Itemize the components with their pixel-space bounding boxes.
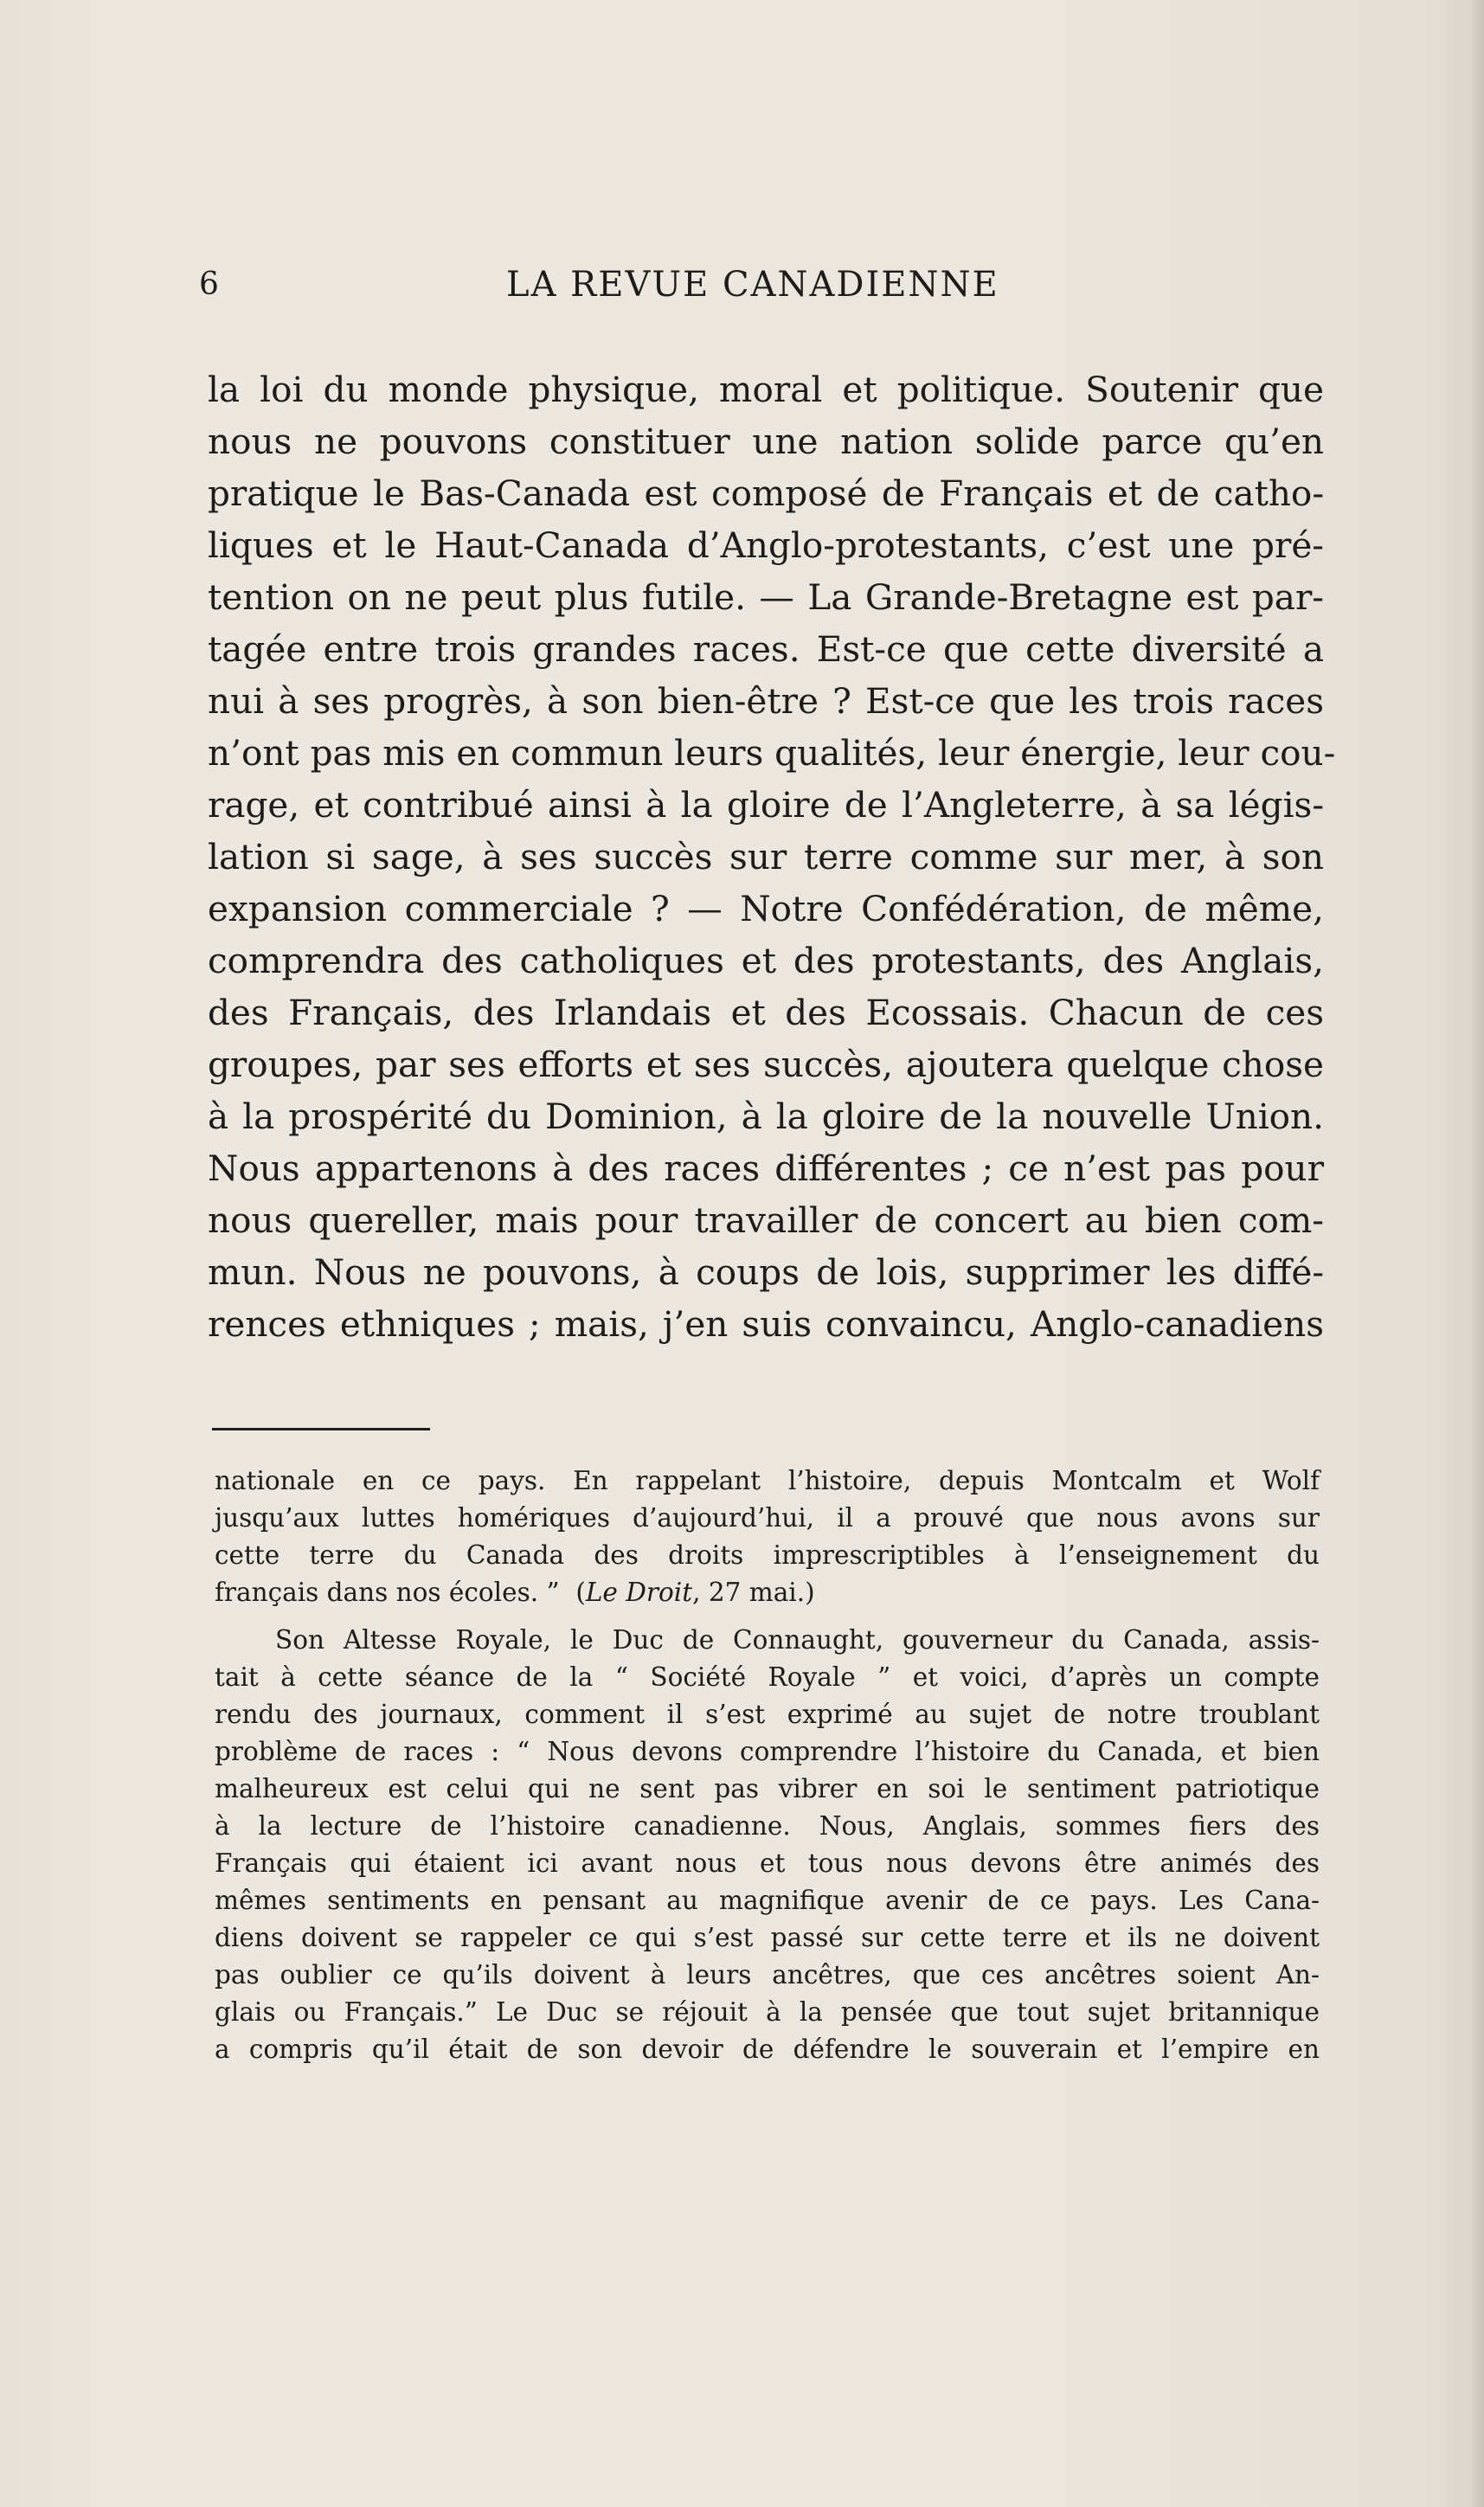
footnote-line: glais ou Français.” Le Duc se réjouit à la pensée que tout sujet britannique bbox=[215, 1997, 1320, 2027]
footnote-source-date: , 27 mai.) bbox=[692, 1578, 815, 1607]
text-line: mun. Nous ne pouvons, à coups de lois, supprimer les diffé- bbox=[208, 1251, 1324, 1293]
footnote-line: a compris qu’il était de son devoir de défendre le souverain et l’empire en bbox=[215, 2035, 1320, 2064]
footnote-line: Son Altesse Royale, le Duc de Connaught, gouverneur du Canada, assis- bbox=[275, 1625, 1320, 1655]
footnote-line: pas oublier ce qu’ils doivent à leurs ancêtres, que ces ancêtres soient An- bbox=[215, 1960, 1320, 1990]
text-line: n’ont pas mis en commun leurs qualités, leur énergie, leur cou- bbox=[208, 732, 1336, 774]
footnote-line: malheureux est celui qui ne sent pas vibrer en soi le sentiment patriotique bbox=[215, 1774, 1320, 1803]
text-line: nous quereller, mais pour travailler de concert au bien com- bbox=[208, 1199, 1324, 1241]
text-line: lation si sage, à ses succès sur terre comme sur mer, à son bbox=[208, 836, 1324, 877]
footnote-line: problème de races : “ Nous devons comprendre l’histoire du Canada, et bien bbox=[215, 1737, 1320, 1766]
text-line: groupes, par ses efforts et ses succès, ajoutera quelque chose bbox=[208, 1044, 1324, 1085]
footnote-line: tait à cette séance de la “ Société Royale ” et voici, d’après un compte bbox=[215, 1662, 1320, 1692]
running-title: LA REVUE CANADIENNE bbox=[506, 265, 999, 305]
text-line: expansion commerciale ? — Notre Confédération, de même, bbox=[208, 888, 1324, 929]
footnote-separator-rule bbox=[212, 1428, 430, 1430]
text-line: la loi du monde physique, moral et politique. Soutenir que bbox=[208, 369, 1324, 410]
footnote-line: rendu des journaux, comment il s’est exprimé au sujet de notre troublant bbox=[215, 1700, 1320, 1729]
footnote-line-text: français dans nos écoles. ” bbox=[215, 1578, 560, 1607]
text-line: tagée entre trois grandes races. Est-ce que cette diversité a bbox=[208, 628, 1324, 670]
text-line: pratique le Bas-Canada est composé de Français et de catho- bbox=[208, 472, 1324, 514]
footnote-line: mêmes sentiments en pensant au magnifique avenir de ce pays. Les Cana- bbox=[215, 1886, 1320, 1915]
text-line: rage, et contribué ainsi à la gloire de l’Angleterre, à sa légis- bbox=[208, 784, 1324, 826]
footnote-line: diens doivent se rappeler ce qui s’est passé sur cette terre et ils ne doivent bbox=[215, 1923, 1320, 1952]
page-number: 6 bbox=[199, 267, 219, 302]
main-text-block bbox=[208, 363, 1336, 1350]
footnote-source-title: Le Droit bbox=[585, 1578, 693, 1607]
text-line: des Français, des Irlandais et des Ecossais. Chacun de ces bbox=[208, 992, 1324, 1033]
footnote-line: Français qui étaient ici avant nous et tous nous devons être animés des bbox=[215, 1848, 1320, 1878]
footnote-line bbox=[215, 1574, 1320, 1611]
text-line: comprendra des catholiques et des protestants, des Anglais, bbox=[208, 940, 1324, 981]
text-line: liques et le Haut-Canada d’Anglo-protestants, c’est une pré- bbox=[208, 524, 1324, 566]
footnote-line: à la lecture de l’histoire canadienne. Nous, Anglais, sommes fiers des bbox=[215, 1811, 1320, 1841]
text-line: nui à ses progrès, à son bien-être ? Est-ce que les trois races bbox=[208, 680, 1324, 722]
footnote-line: cette terre du Canada des droits imprescriptibles à l’enseignement du bbox=[215, 1540, 1320, 1570]
text-line: nous ne pouvons constituer une nation solide parce qu’en bbox=[208, 421, 1324, 462]
footnote-continuation bbox=[215, 1462, 1320, 1611]
text-line: Nous appartenons à des races différentes ; ce n’est pas pour bbox=[208, 1147, 1324, 1189]
text-line: rences ethniques ; mais, j’en suis convaincu, Anglo-canadiens bbox=[208, 1303, 1324, 1345]
footnote-line: nationale en ce pays. En rappelant l’histoire, depuis Montcalm et Wolf bbox=[215, 1466, 1320, 1495]
footnote-line: jusqu’aux luttes homériques d’aujourd’hui, il a prouvé que nous avons sur bbox=[215, 1503, 1320, 1533]
text-line: tention on ne peut plus futile. — La Grande-Bretagne est par- bbox=[208, 576, 1324, 618]
footnotes-block bbox=[215, 1462, 1320, 2068]
footnote-gap bbox=[215, 1611, 1320, 1622]
footnote-paragraph bbox=[215, 1622, 1320, 2068]
page-header bbox=[199, 260, 1004, 312]
page-edge-shadow bbox=[1472, 0, 1484, 2507]
text-line: à la prospérité du Dominion, à la gloire de la nouvelle Union. bbox=[208, 1096, 1324, 1137]
footnote-open-paren: ( bbox=[575, 1578, 586, 1607]
